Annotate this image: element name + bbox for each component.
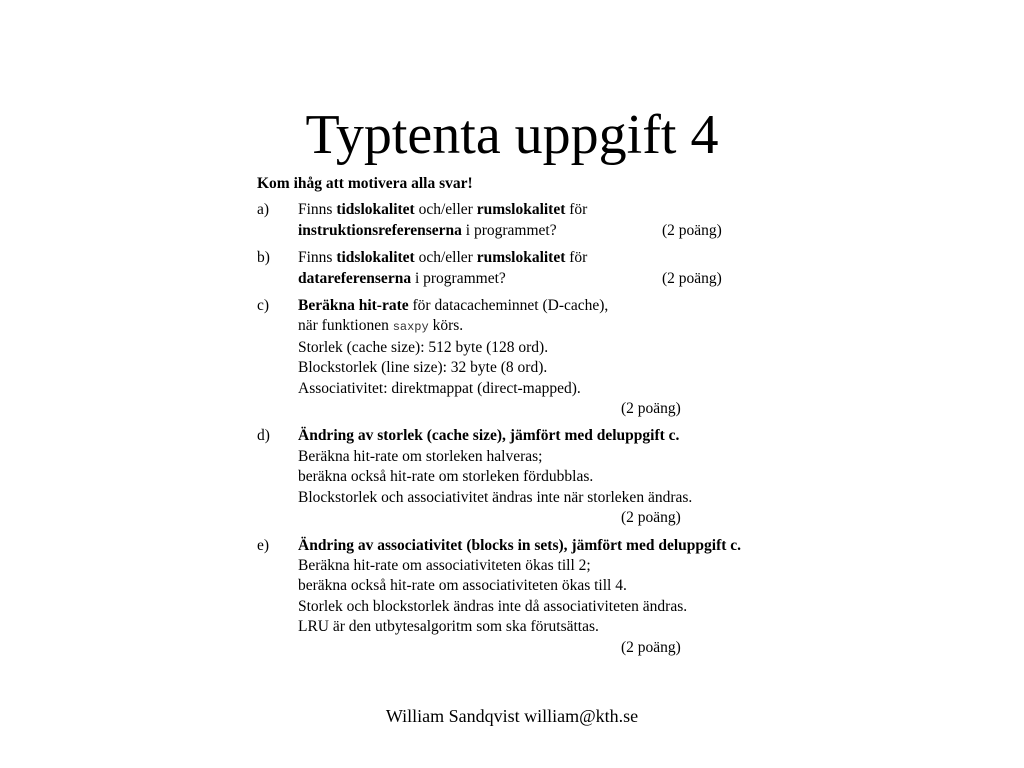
question-e [257, 536, 857, 658]
text-segment: när funktionen [298, 317, 393, 335]
question-line [298, 221, 857, 241]
question-letter: e) [257, 536, 270, 554]
term-tidslokalitet: tidslokalitet [336, 249, 415, 267]
question-line [298, 248, 857, 268]
intro-instruction: Kom ihåg att motivera alla svar! [257, 175, 473, 192]
text-segment: och/eller [414, 249, 477, 267]
question-line: beräkna också hit-rate om associativiteten ökas till 4. [298, 577, 627, 595]
question-line: LRU är den utbytesalgoritm som ska förutsättas. [298, 618, 599, 636]
term-datareferenserna: datareferenserna [298, 269, 412, 287]
text-segment: körs. [428, 317, 464, 335]
text-segment: för [565, 249, 588, 267]
text-segment: och/eller [414, 201, 477, 219]
question-line [298, 296, 857, 316]
points-label: (2 poäng) [621, 400, 681, 418]
points-label: (2 poäng) [662, 221, 722, 239]
question-c [257, 296, 857, 419]
points-label: (2 poäng) [662, 269, 722, 287]
term-rumslokalitet: rumslokalitet [476, 201, 566, 219]
text-segment: Finns [298, 201, 337, 219]
text-segment: i programmet? [461, 221, 557, 239]
text-segment: Finns [298, 249, 337, 267]
question-line: Blockstorlek (line size): 32 byte (8 ord). [298, 359, 548, 377]
text-segment: i programmet? [411, 269, 506, 287]
question-line: Beräkna hit-rate om storleken halveras; [298, 447, 543, 465]
question-line [298, 200, 857, 220]
question-line: Associativitet: direktmappat (direct-mapped). [298, 379, 581, 397]
question-d [257, 426, 857, 528]
term-tidslokalitet: tidslokalitet [336, 201, 415, 219]
question-body [298, 296, 857, 419]
question-body [298, 426, 857, 528]
code-saxpy: saxpy [392, 320, 429, 335]
exam-question-box [257, 174, 857, 665]
question-letter: d) [257, 427, 270, 445]
text-segment: för datacacheminnet (D-cache), [408, 297, 609, 315]
question-line: Blockstorlek och associativitet ändras inte när storleken ändras. [298, 488, 693, 506]
question-a [257, 200, 857, 241]
question-heading [298, 536, 857, 556]
points-label: (2 poäng) [621, 638, 681, 656]
question-heading-text: Ändring av storlek (cache size), jämfört med deluppgift c. [298, 427, 680, 445]
slide-footer: William Sandqvist william@kth.se [385, 706, 639, 726]
points-label: (2 poäng) [621, 509, 681, 527]
term-rumslokalitet: rumslokalitet [476, 249, 566, 267]
term-instruktionsreferenserna: instruktionsreferenserna [298, 221, 462, 239]
question-letter: a) [257, 201, 270, 219]
term-hit-rate: Beräkna hit-rate [298, 297, 409, 315]
question-heading [298, 426, 857, 446]
question-letter: c) [257, 297, 270, 315]
question-line: beräkna också hit-rate om storleken fördubblas. [298, 468, 594, 486]
question-body [298, 248, 857, 289]
slide-title: Typtenta uppgift 4 [305, 104, 719, 166]
question-line: Beräkna hit-rate om associativiteten ökas till 2; [298, 556, 591, 574]
question-line [298, 316, 857, 337]
question-line: Storlek (cache size): 512 byte (128 ord). [298, 338, 549, 356]
question-letter: b) [257, 249, 270, 267]
question-b [257, 248, 857, 289]
question-heading-text: Ändring av associativitet (blocks in sets), jämfört med deluppgift c. [298, 536, 742, 554]
text-segment: för [565, 201, 588, 219]
question-body [298, 200, 857, 241]
question-line: Storlek och blockstorlek ändras inte då associativiteten ändras. [298, 597, 688, 615]
question-body [298, 536, 857, 658]
question-line [298, 269, 857, 289]
